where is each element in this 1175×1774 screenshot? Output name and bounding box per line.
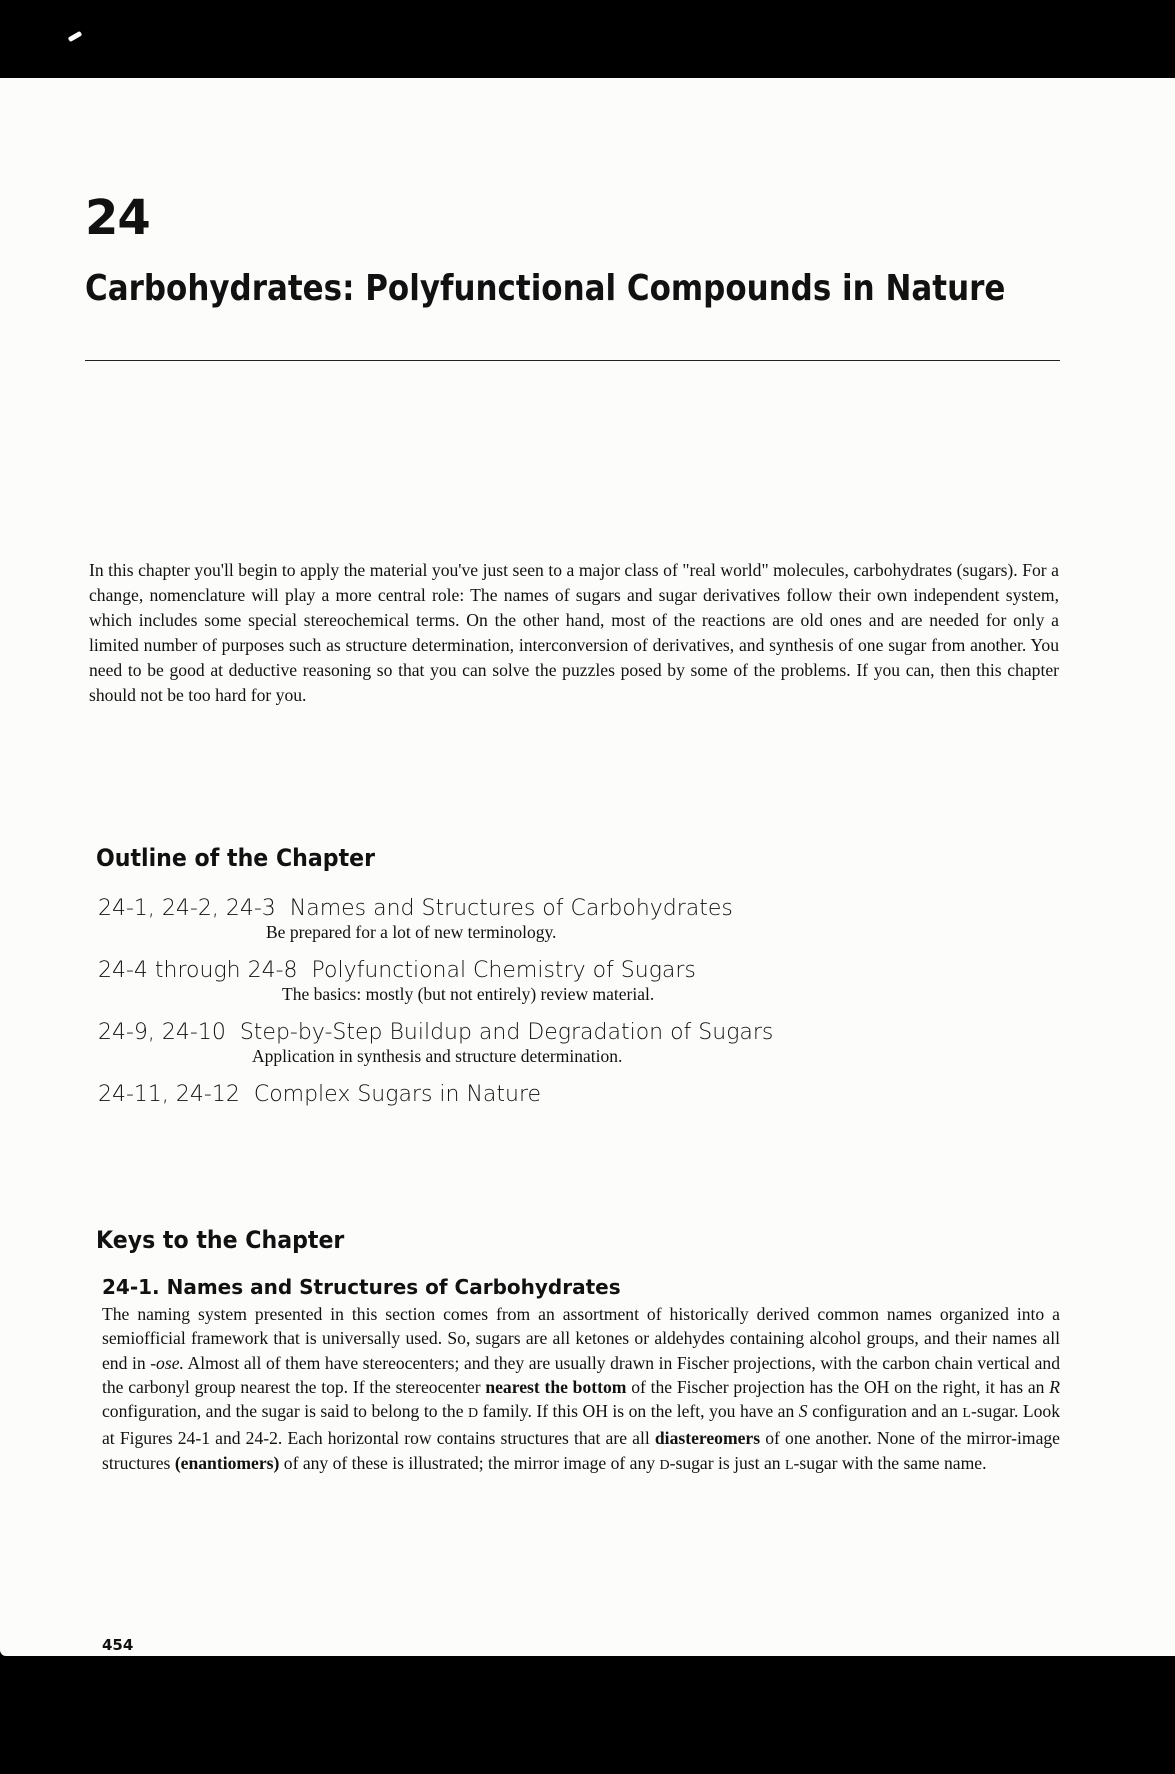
outline-item (98, 958, 1058, 1005)
chapter-title: Carbohydrates: Polyfunctional Compounds in Nature (85, 268, 1006, 309)
outline-list (98, 896, 1058, 1122)
outline-item (98, 896, 1058, 943)
outline-desc: Application in synthesis and structure determination. (252, 1046, 623, 1066)
chapter-number: 24 (85, 190, 150, 246)
outline-item (98, 1020, 1058, 1067)
scan-mark (68, 31, 83, 42)
outline-title: Names and Structures of Carbohydrates (289, 896, 733, 921)
keys-heading: Keys to the Chapter (96, 1226, 345, 1254)
book-page (0, 78, 1175, 1656)
outline-range: 24-4 through 24-8 (98, 958, 298, 983)
outline-title: Polyfunctional Chemistry of Sugars (311, 958, 696, 983)
outline-item (98, 1082, 1058, 1107)
outline-desc: Be prepared for a lot of new terminology. (266, 922, 557, 942)
outline-range: 24-11, 24-12 (98, 1082, 240, 1107)
outline-heading: Outline of the Chapter (96, 844, 376, 872)
intro-paragraph: In this chapter you'll begin to apply the material you've just seen to a major class of "real world" molecules, carbohydrates (sugars). For a change, nomenclature will play a more central role: The names of sugars and sugar derivatives follow their own independent system, which includes some special stereochemical terms. On the other hand, most of the reactions are old ones and are needed for only a limited number of purposes such as structure determination, interconversion of derivatives, and synthesis of one sugar from another. You need to be good at deductive reasoning so that you can solve the puzzles posed by some of the problems. If you can, then this chapter should not be too hard for you. (89, 560, 1059, 705)
outline-range: 24-1, 24-2, 24-3 (98, 896, 276, 921)
title-divider (85, 360, 1060, 361)
subsection-heading: 24-1. Names and Structures of Carbohydrates (102, 1275, 621, 1299)
outline-title: Complex Sugars in Nature (253, 1082, 542, 1107)
outline-title: Step-by-Step Buildup and Degradation of Sugars (239, 1020, 774, 1045)
outline-desc: The basics: mostly (but not entirely) review material. (282, 984, 655, 1004)
keys-body-paragraph: The naming system presented in this section comes from an assortment of historically derived common names organized into a semiofficial framework that is universally used. So, sugars are all ketones or aldehydes containing alcohol groups, and their names all end in -ose. Almost all of them have stereocenters; and they are usually drawn in Fischer projections, with the carbon chain vertical and the carbonyl group nearest the top. If the stereocenter nearest the bottom of the Fischer projection has the OH on the right, it has an R configuration, and the sugar is said to belong to the D family. If this OH is on the left, you have an S configuration and an L-sugar. Look at Figures 24-1 and 24-2. Each horizontal row contains structures that are all diastereomers of one another. None of the mirror-image structures (enantiomers) of any of these is illustrated; the mirror image of any D-sugar is just an L-sugar with the same name. (102, 1304, 1061, 1473)
outline-range: 24-9, 24-10 (98, 1020, 226, 1045)
page-number: 454 (102, 1636, 134, 1654)
